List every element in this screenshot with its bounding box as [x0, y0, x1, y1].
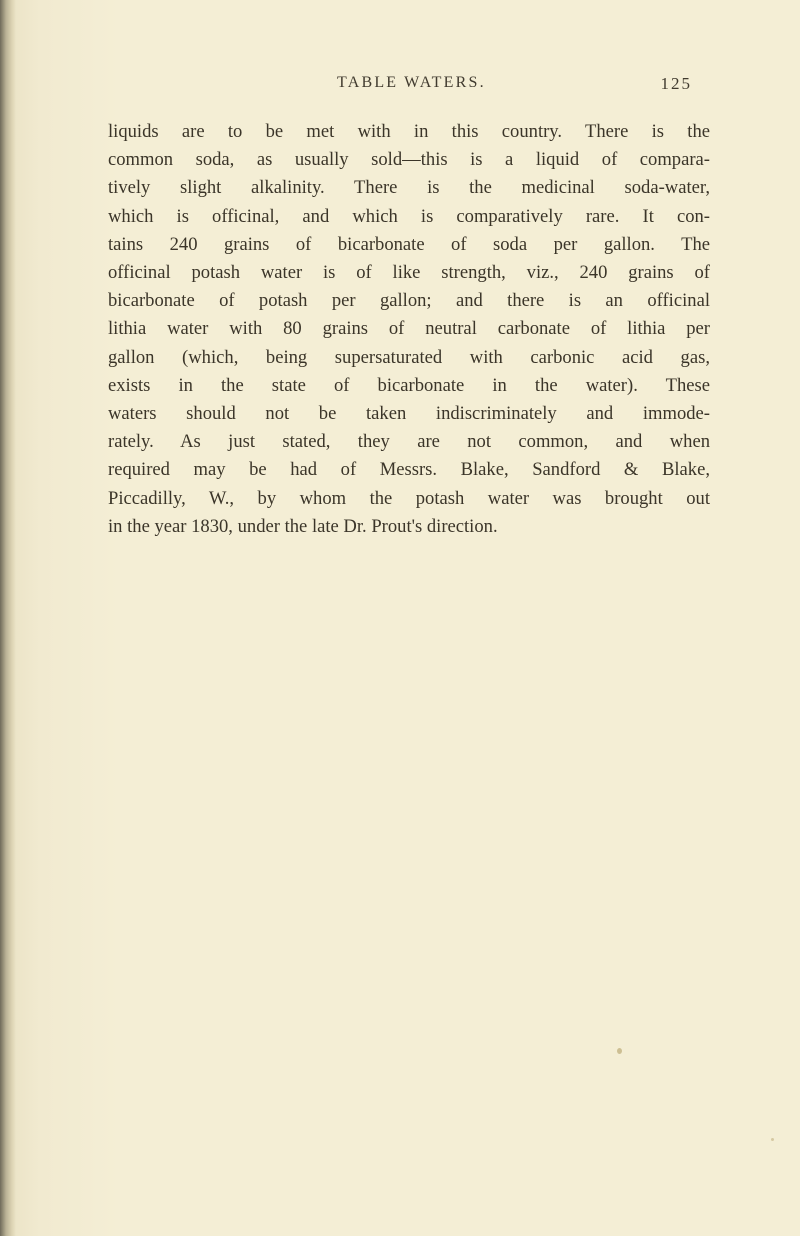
text-line: exists in the state of bicarbonate in the water). These: [108, 374, 710, 396]
text-line: waters should not be taken indiscriminately and immode-: [108, 403, 710, 425]
text-line: Piccadilly, W., by whom the potash water was brought out: [108, 487, 710, 509]
binding-edge: [0, 0, 16, 1236]
text-line: tively slight alkalinity. There is the medicinal soda-water,: [108, 177, 710, 199]
running-title: TABLE WATERS.: [337, 74, 486, 91]
text-line: required may be had of Messrs. Blake, Sandford & Blake,: [108, 459, 710, 481]
text-line: tains 240 grains of bicarbonate of soda per gallon. The: [108, 233, 710, 255]
text-line: gallon (which, being supersaturated with carbonic acid gas,: [108, 346, 710, 368]
text-line: liquids are to be met with in this country. There is the: [108, 121, 710, 142]
text-line: lithia water with 80 grains of neutral carbonate of lithia per: [108, 318, 710, 340]
body-paragraph: [108, 118, 710, 541]
text-line: common soda, as usually sold—this is a liquid of compara-: [108, 149, 710, 171]
paper-speck: [617, 1048, 622, 1054]
text-line: officinal potash water is of like strength, viz., 240 grains of: [108, 262, 710, 284]
text-line: which is officinal, and which is comparatively rare. It con-: [108, 205, 710, 227]
running-head: [110, 74, 720, 104]
text-line: bicarbonate of potash per gallon; and there is an officinal: [108, 290, 710, 312]
text-line: rately. As just stated, they are not common, and when: [108, 431, 710, 453]
paper-speck: [771, 1138, 774, 1141]
page-number: 125: [660, 74, 692, 93]
text-line: in the year 1830, under the late Dr. Prout's direction.: [108, 515, 498, 537]
